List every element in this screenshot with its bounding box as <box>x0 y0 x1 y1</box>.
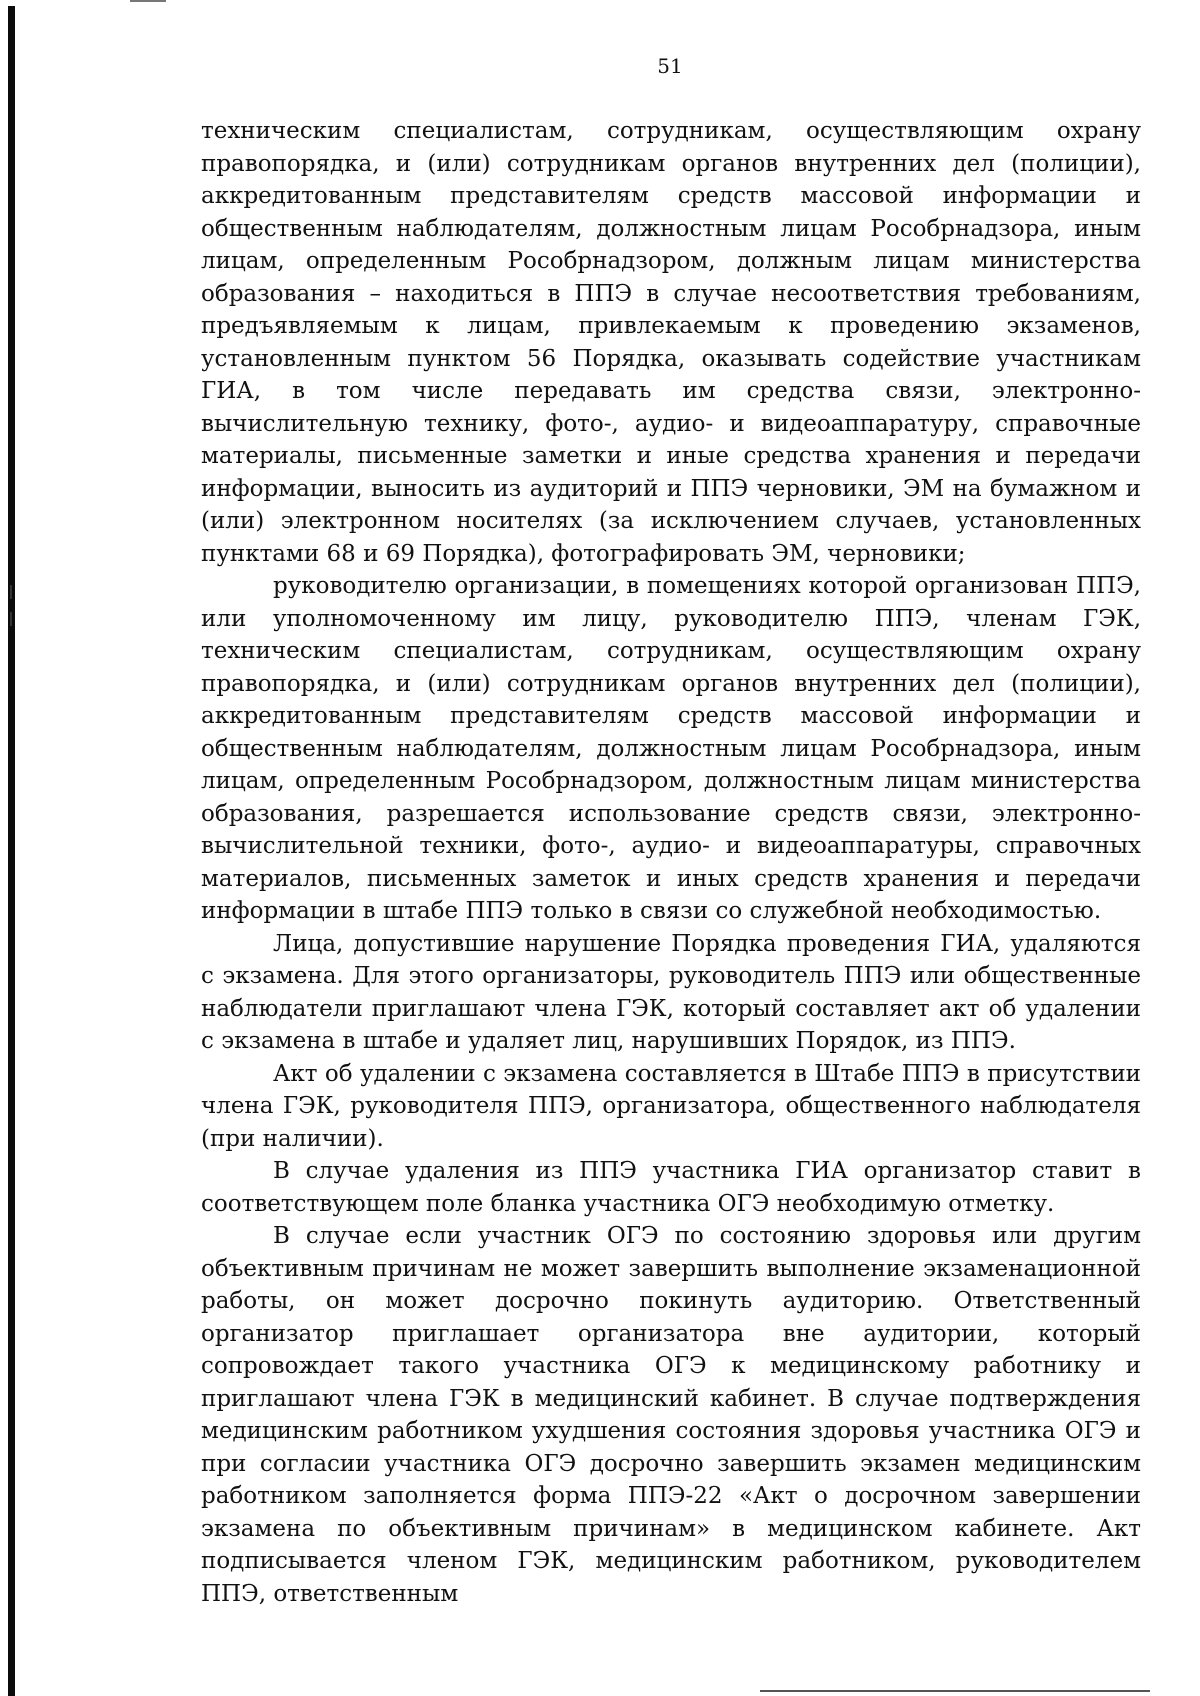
paragraph: техническим специалистам, сотрудникам, осуществляющим охрану правопорядка, и (или) сотрудникам органов внутренних дел (полиции), аккредитованным представителям средств массовой информации и общественным наблюдателям, должностным лицам Рособрнадзора, иным лицам, определенным Рособрнадзором, должным лицам министерства образования – находиться в ППЭ в случае несоответствия требованиям, предъявляемым к лицам, привлекаемым к проведению экзаменов, установленным пунктом 56 Порядка, оказывать содействие участникам ГИА, в том числе передавать им средства связи, электронно-вычислительную технику, фото-, аудио- и видеоаппаратуру, справочные материалы, письменные заметки и иные средства хранения и передачи информации, выносить из аудиторий и ППЭ черновики, ЭМ на бумажном и (или) электронном носителях (за исключением случаев, установленных пунктами 68 и 69 Порядка), фотографировать ЭМ, черновики; <box>201 118 1141 567</box>
paragraph: В случае если участник ОГЭ по состоянию здоровья или другим объективным причинам не может завершить выполнение экзаменационной работы, он может досрочно покинуть аудиторию. Ответственный организатор приглашает организатора вне аудитории, который сопровождает такого участника ОГЭ к медицинскому работнику и приглашают члена ГЭК в медицинский кабинет. В случае подтверждения медицинским работником ухудшения состояния здоровья участника ОГЭ и при согласии участника ОГЭ досрочно завершить экзамен медицинским работником заполняется форма ППЭ-22 «Акт о досрочном завершении экзамена по объективным причинам» в медицинском кабинете. Акт подписывается членом ГЭК, медицинским работником, руководителем ППЭ, ответственным <box>201 1223 1141 1607</box>
paragraph: Лица, допустившие нарушение Порядка проведения ГИА, удаляются с экзамена. Для этого организаторы, руководитель ППЭ или общественные наблюдатели приглашают члена ГЭК, который составляет акт об удалении с экзамена в штабе и удаляет лиц, нарушивших Порядок, из ППЭ. <box>201 930 1141 1054</box>
paragraph: Акт об удалении с экзамена составляется в Штабе ППЭ в присутствии члена ГЭК, руководителя ППЭ, организатора, общественного наблюдателя (при наличии). <box>201 1060 1141 1152</box>
scan-left-border <box>8 6 15 1696</box>
scan-mark <box>10 585 12 599</box>
paragraph: руководителю организации, в помещениях которой организован ППЭ, или уполномоченному им лицу, руководителю ППЭ, членам ГЭК, техническим специалистам, сотрудникам, осуществляющим охрану правопорядка, и (или) сотрудникам органов внутренних дел (полиции), аккредитованным представителям средств массовой информации и общественным наблюдателям, должностным лицам Рособрнадзора, иным лицам, определенным Рособрнадзором, должностным лицам министерства образования, разрешается использование средств связи, электронно-вычислительной техники, фото-, аудио- и видеоаппаратуры, справочных материалов, письменных заметок и иных средств хранения и передачи информации в штабе ППЭ только в связи со служебной необходимостью. <box>201 573 1141 924</box>
page-number: 51 <box>657 54 683 78</box>
scan-mark <box>130 0 166 2</box>
scan-bottom-line <box>760 1690 1150 1692</box>
page-body <box>201 115 1141 1610</box>
paragraph: В случае удаления из ППЭ участника ГИА организатор ставит в соответствующем поле бланка участника ОГЭ необходимую отметку. <box>201 1158 1141 1217</box>
scan-mark <box>10 612 12 626</box>
